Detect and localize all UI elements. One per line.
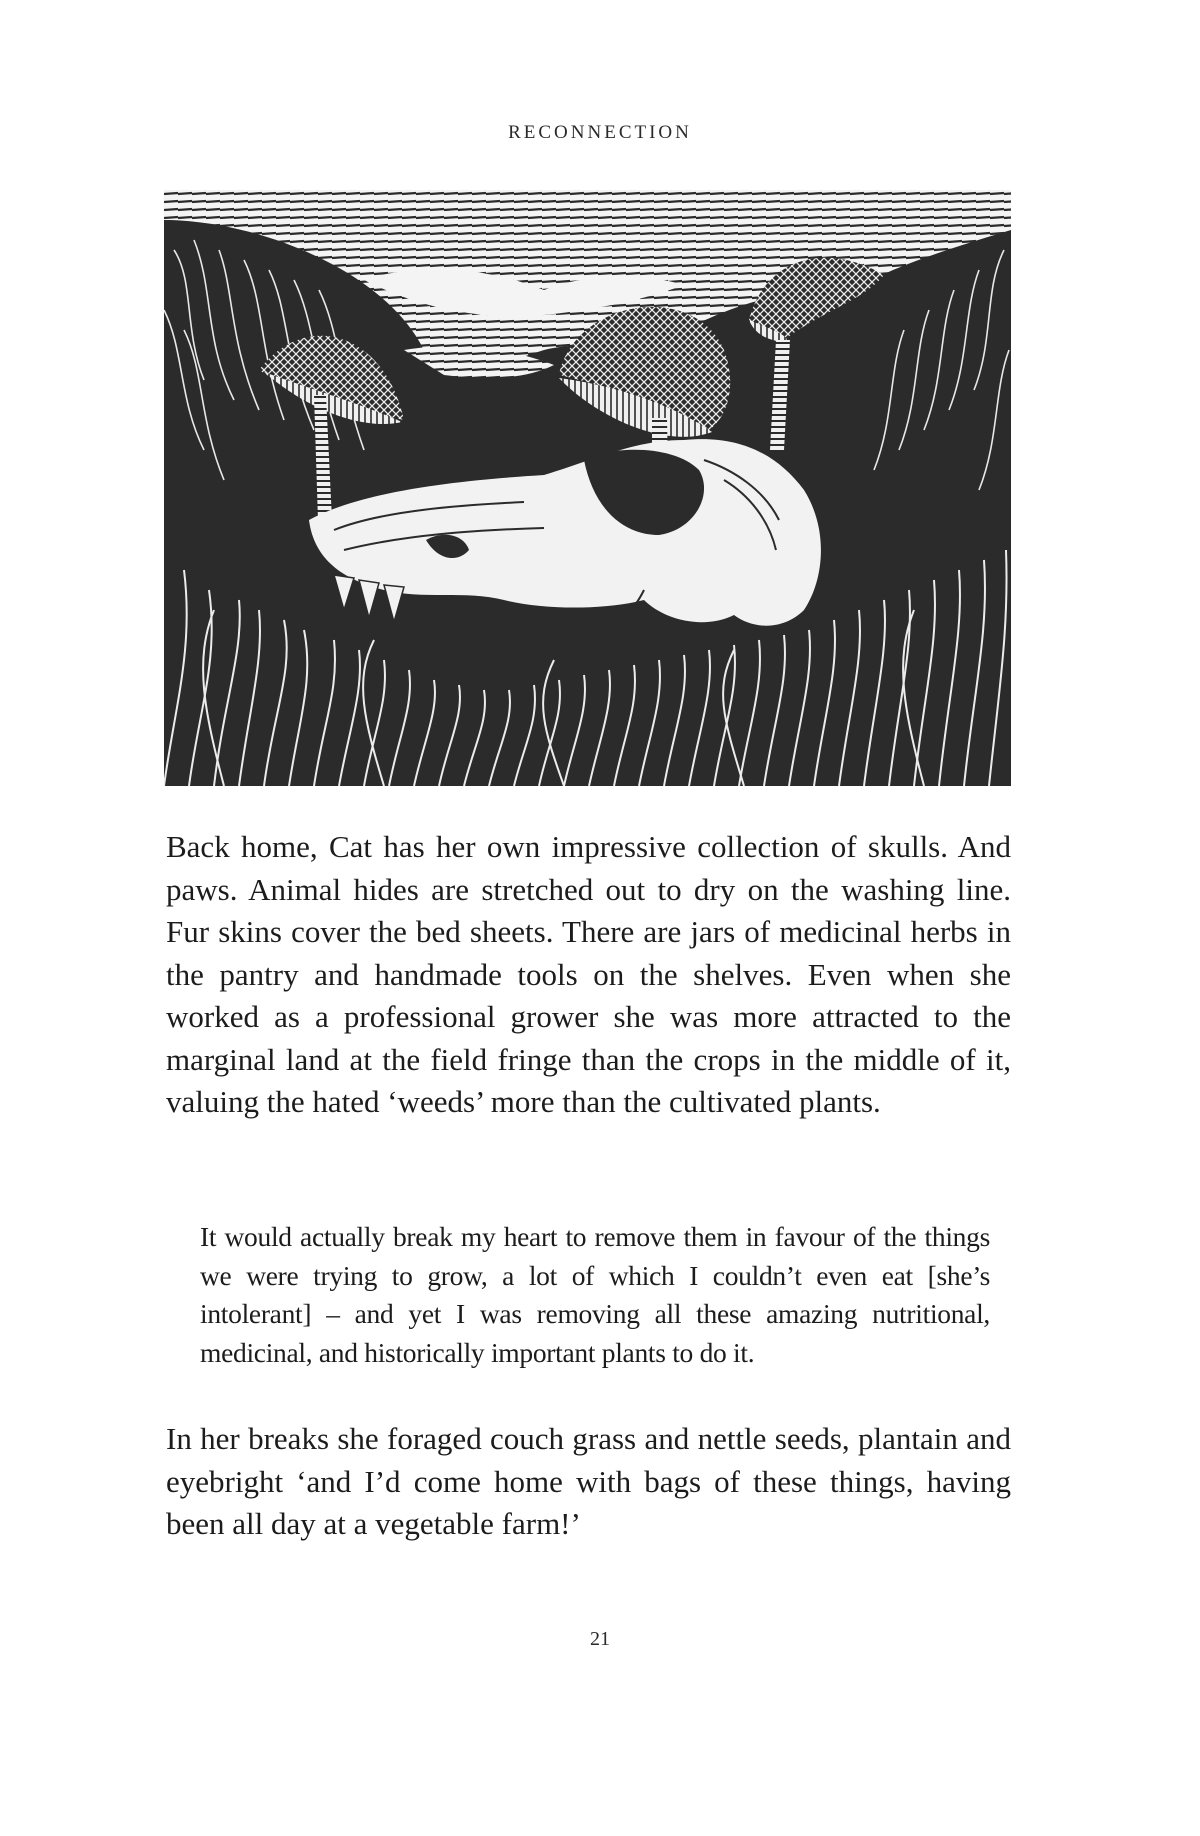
body-paragraph-1: Back home, Cat has her own impressive collection of skulls. And paws. Animal hides are stretched out to dry on the washing line. Fur skins cover the bed sheets. There are jars of medicinal herbs in the pantry and handmade tools on the shelves. Even when she worked as a professional grower she was more attracted to the marginal land at the field fringe than the crops in the middle of it, valuing the hated ‘weeds’ more than the cultivated plants. — [166, 829, 1011, 1119]
page-number: 21 — [590, 1628, 610, 1650]
body-paragraph-2: In her breaks she foraged couch grass and nettle seeds, plantain and eyebright ‘and I’d come home with bags of these things, having been all day at a vegetable farm!’ — [166, 1421, 1011, 1541]
running-head: RECONNECTION — [508, 122, 692, 143]
illustration-artwork — [164, 190, 1011, 786]
block-quote: It would actually break my heart to remove them in favour of the things we were trying to grow, a lot of which I couldn’t even eat [she’s intolerant] – and yet I was removing all these amazing nutritional, medicinal, and historically important plants to do it. — [200, 1221, 990, 1368]
woodcut-illustration — [164, 190, 1011, 786]
